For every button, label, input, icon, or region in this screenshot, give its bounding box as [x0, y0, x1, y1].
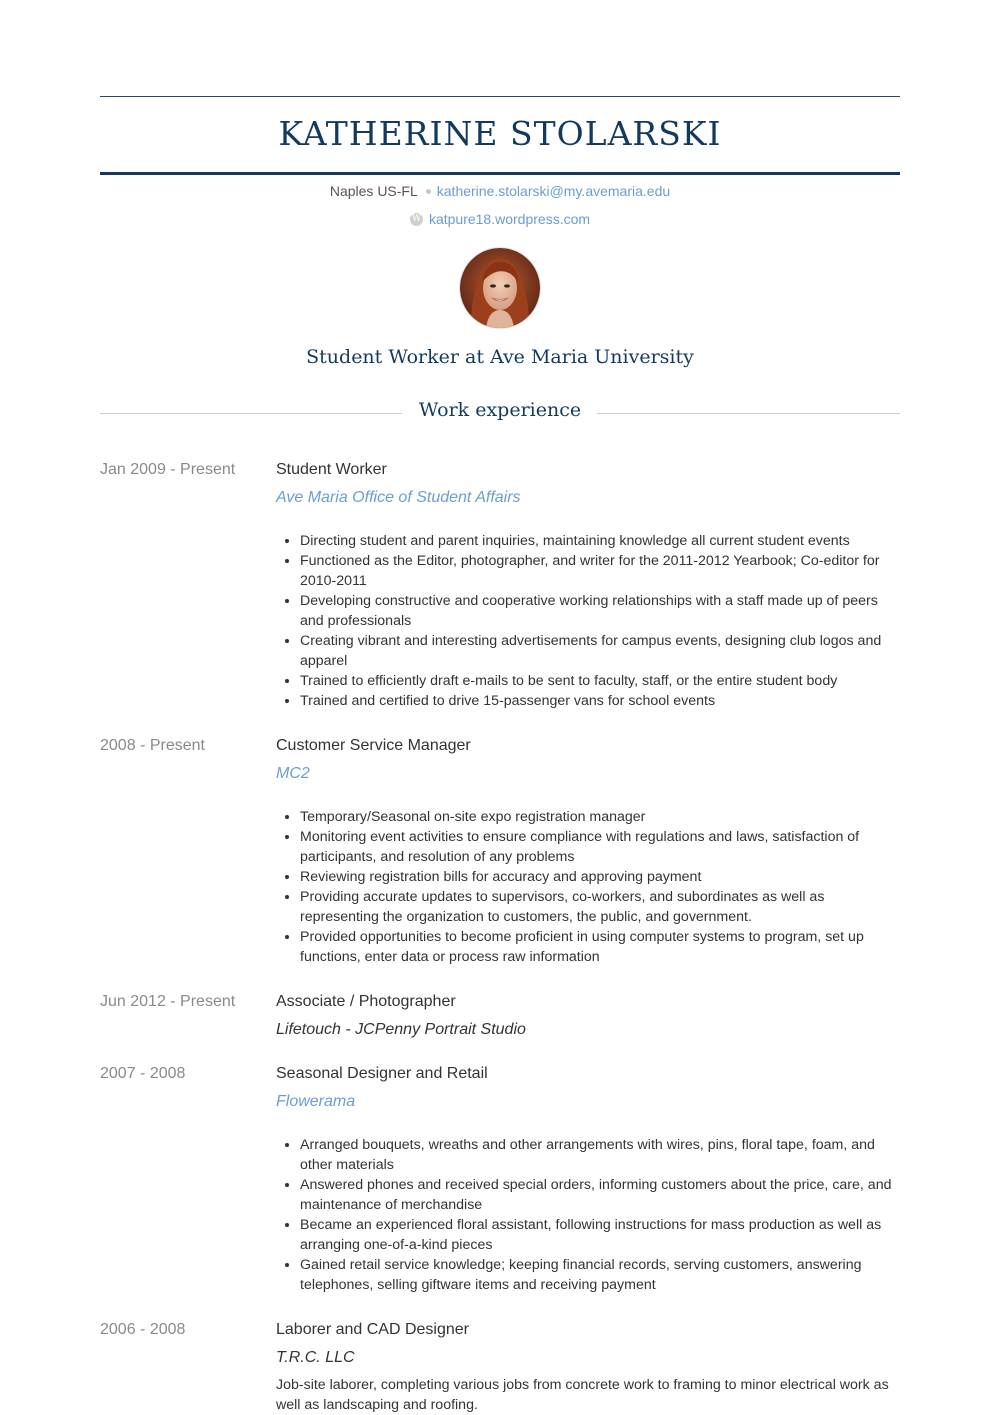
header-bottom-rule — [100, 172, 900, 175]
section-title: Work experience — [418, 399, 582, 421]
job-role: Student Worker — [276, 461, 387, 478]
header-top-rule — [100, 96, 900, 97]
job-role: Customer Service Manager — [276, 737, 471, 754]
job-company: T.R.C. LLC — [276, 1349, 355, 1366]
bullet-item: • Directing student and parent inquiries, maintaining knowledge all current student events — [300, 531, 900, 551]
job-bullets — [276, 1135, 900, 1295]
heading-rule-right — [597, 413, 900, 414]
website-link[interactable]: katpure18.wordpress.com — [428, 211, 591, 227]
job-date: Jan 2009 - Present — [100, 461, 236, 478]
contact-line — [100, 181, 900, 201]
job-bullets — [276, 807, 900, 967]
avatar — [460, 248, 540, 328]
job-date: 2008 - Present — [100, 737, 205, 754]
dot-separator-icon — [426, 189, 431, 194]
bullet-item: • Monitoring event activities to ensure compliance with regulations and laws, satisfaction of participants, and resolution of any problems — [300, 827, 900, 867]
website-line — [100, 209, 900, 229]
job-role: Seasonal Designer and Retail — [276, 1065, 488, 1082]
bullet-item: • Reviewing registration bills for accuracy and approving payment — [300, 867, 900, 887]
job-company-link[interactable]: Flowerama — [276, 1093, 356, 1110]
job-date: 2007 - 2008 — [100, 1065, 186, 1082]
wordpress-icon: W — [411, 213, 422, 224]
bullet-item: • Trained to efficiently draft e-mails to be sent to faculty, staff, or the entire student body — [300, 671, 900, 691]
job-date: 2006 - 2008 — [100, 1321, 186, 1338]
bullet-item: • Providing accurate updates to supervisors, co-workers, and subordinates as well as representing the organization to customers, the public, and government. — [300, 887, 900, 927]
job-company-link[interactable]: MC2 — [276, 765, 310, 782]
avatar-photo — [460, 248, 540, 328]
job-date: Jun 2012 - Present — [100, 993, 236, 1010]
bullet-item: • Became an experienced floral assistant, following instructions for mass production as well as arranging one-of-a-kind pieces — [300, 1215, 900, 1255]
job-role: Associate / Photographer — [276, 993, 456, 1010]
bullet-item: • Developing constructive and cooperative working relationships with a staff made up of peers and professionals — [300, 591, 900, 631]
bullet-item: • Functioned as the Editor, photographer, and writer for the 2011-2012 Yearbook; Co-editor for 2010-2011 — [300, 551, 900, 591]
bullet-item: • Provided opportunities to become proficient in using computer systems to program, set up functions, enter data or process raw information — [300, 927, 900, 967]
bullet-item: • Answered phones and received special orders, informing customers about the price, care, and maintenance of merchandise — [300, 1175, 900, 1215]
bullet-item: • Creating vibrant and interesting advertisements for campus events, designing club logos and apparel — [300, 631, 900, 671]
candidate-name: KATHERINE STOLARSKI — [278, 114, 722, 153]
job-company: Lifetouch - JCPenny Portrait Studio — [276, 1021, 526, 1038]
location-text: Naples US-FL — [329, 183, 418, 199]
bullet-item: • Arranged bouquets, wreaths and other arrangements with wires, pins, floral tape, foam, and other materials — [300, 1135, 900, 1175]
bullet-item: • Trained and certified to drive 15-passenger vans for school events — [300, 691, 900, 711]
job-description: Job-site laborer, completing various jobs from concrete work to framing to minor electrical work as well as landscaping and roofing. — [276, 1377, 889, 1413]
work-experience-heading — [100, 396, 900, 426]
bullet-item: • Gained retail service knowledge; keeping financial records, serving customers, answering telephones, selling giftware items and receiving payment — [300, 1255, 900, 1295]
bullet-item: • Temporary/Seasonal on-site expo registration manager — [300, 807, 900, 827]
job-bullets — [276, 531, 900, 711]
job-role: Laborer and CAD Designer — [276, 1321, 469, 1338]
email-link[interactable]: katherine.stolarski@my.avemaria.edu — [436, 183, 671, 199]
profile-headline: Student Worker at Ave Maria University — [306, 346, 694, 368]
job-company-link[interactable]: Ave Maria Office of Student Affairs — [276, 489, 521, 506]
